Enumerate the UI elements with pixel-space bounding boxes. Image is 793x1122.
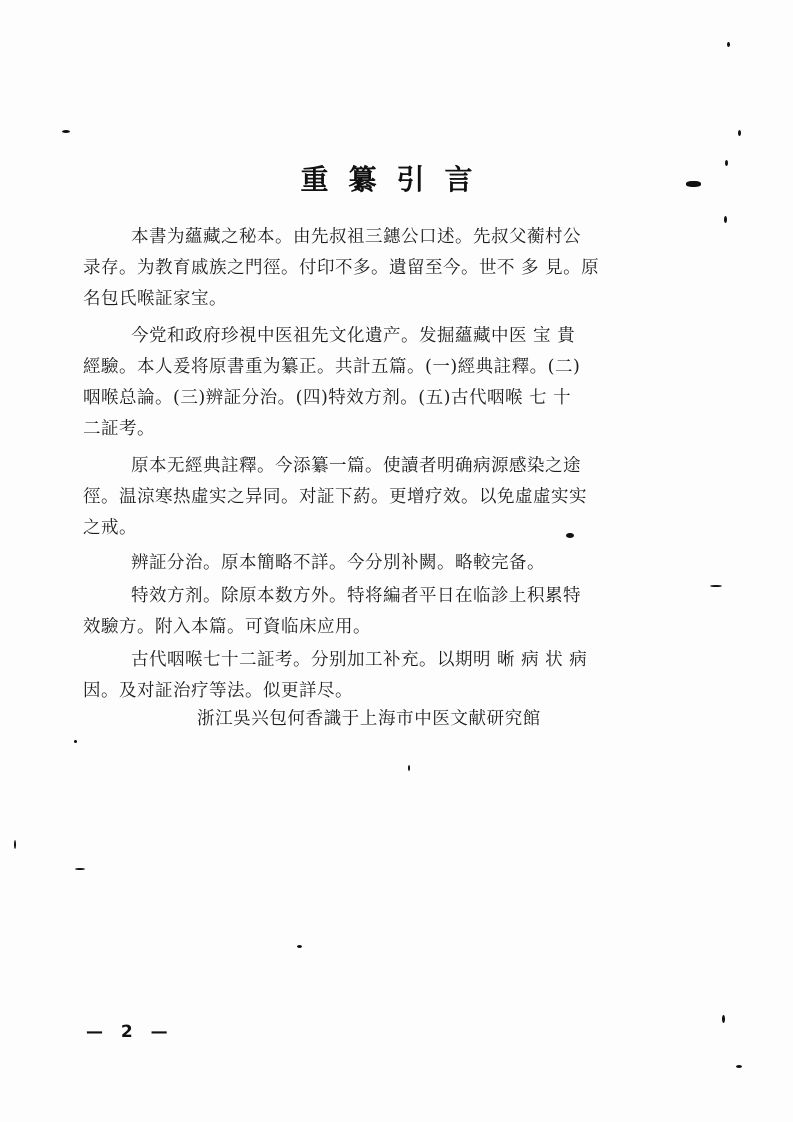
paragraph-line: 二証考。 bbox=[83, 419, 155, 439]
paragraph-line: 因。及对証治疗等法。似更詳尽。 bbox=[83, 681, 353, 701]
scan-speck bbox=[62, 130, 70, 133]
scan-speck bbox=[736, 1065, 742, 1068]
paragraph-4 bbox=[83, 548, 663, 579]
paragraph-line: 辨証分治。原本簡略不詳。今分別补闕。略較完备。 bbox=[131, 553, 545, 573]
scan-speck bbox=[74, 740, 77, 743]
scan-speck bbox=[566, 533, 574, 538]
paragraph-line: 古代咽喉七十二証考。分别加工补充。以期明 晰 病 状 病 bbox=[131, 650, 588, 670]
scan-speck bbox=[297, 945, 302, 948]
page-title: 重纂引言 bbox=[300, 163, 493, 196]
paragraph-2 bbox=[83, 321, 663, 445]
scan-speck bbox=[722, 1015, 725, 1023]
paragraph-line: 原本无經典註釋。今添纂一篇。使讀者明确病源感染之途 bbox=[131, 456, 581, 476]
paragraph-line: 咽喉总論。(三)辨証分治。(四)特效方剂。(五)古代咽喉 七 十 bbox=[83, 388, 572, 408]
scan-speck bbox=[14, 840, 16, 849]
page-number: — 2 — bbox=[86, 1022, 174, 1042]
scan-speck bbox=[724, 216, 727, 223]
author-signature: 浙江吳兴包何香識于上海市中医文献研究館 bbox=[197, 709, 541, 729]
scan-speck bbox=[725, 160, 728, 166]
preface-body bbox=[83, 222, 663, 709]
paragraph-6 bbox=[83, 645, 663, 707]
paragraph-line: 特效方剂。除原本数方外。特将編者平日在临診上积累特 bbox=[131, 586, 581, 606]
paragraph-line: 效驗方。附入本篇。可資临床应用。 bbox=[83, 617, 371, 637]
scan-speck bbox=[727, 42, 730, 47]
paragraph-line: 徑。温涼寒热虛实之异同。对証下葯。更增疗效。以免虛虛实实 bbox=[83, 487, 587, 507]
paragraph-line: 名包氏喉証家宝。 bbox=[83, 289, 227, 309]
scan-speck bbox=[75, 868, 85, 870]
paragraph-3 bbox=[83, 451, 663, 544]
paragraph-5 bbox=[83, 581, 663, 643]
paragraph-line: 录存。为教育戚族之門徑。付印不多。遺留至今。世不 多 見。原 bbox=[83, 258, 600, 278]
scan-speck bbox=[738, 130, 741, 136]
paragraph-line: 經驗。本人爰将原書重为纂正。共計五篇。(一)經典註釋。(二) bbox=[83, 357, 581, 377]
paragraph-line: 本書为蘊藏之秘本。由先叔祖三鏸公口述。先叔父蘅村公 bbox=[131, 227, 581, 247]
scan-speck bbox=[710, 585, 722, 587]
scan-speck bbox=[686, 181, 701, 187]
paragraph-1 bbox=[83, 222, 663, 315]
scan-speck bbox=[408, 765, 410, 771]
paragraph-line: 之戒。 bbox=[83, 518, 137, 538]
paragraph-line: 今党和政府珍視中医祖先文化遺产。发掘蘊藏中医 宝 貴 bbox=[131, 326, 576, 346]
